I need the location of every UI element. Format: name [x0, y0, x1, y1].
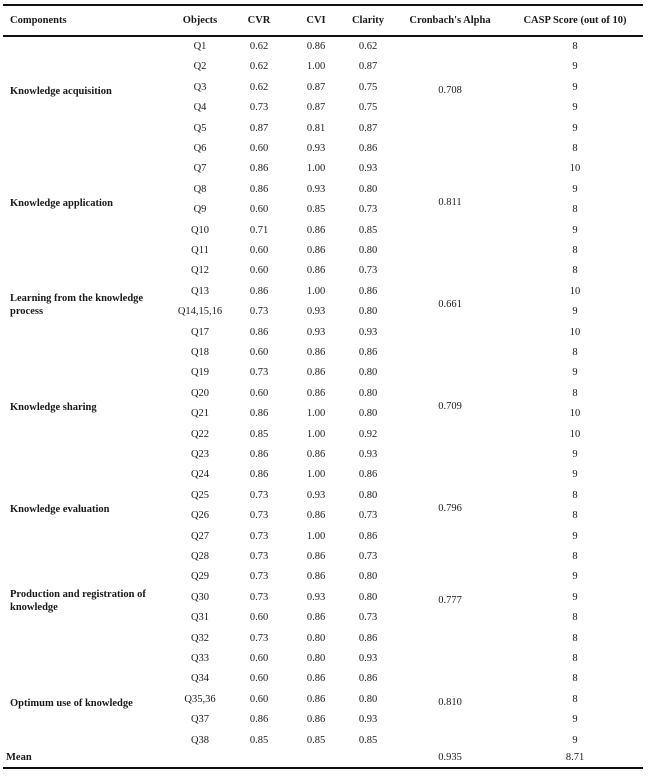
- casp-score-cell: 8: [572, 245, 578, 256]
- cvr-cell: 0.73: [249, 510, 269, 522]
- cvi-cell: 0.93: [306, 183, 326, 195]
- object-cell: Q28: [190, 551, 210, 562]
- object-cell: Q31: [190, 612, 210, 624]
- object-cell: Q5: [193, 122, 207, 134]
- casp-score-cell: 10: [569, 163, 581, 175]
- cvr-cell: 0.60: [249, 612, 269, 624]
- casp-score-cell: 8: [572, 510, 578, 522]
- component-label: Optimum use of knowledge: [10, 697, 133, 709]
- clarity-cell: 0.86: [358, 469, 378, 481]
- object-cell: Q3: [193, 81, 207, 93]
- cvr-cell: 0.85: [249, 428, 269, 440]
- cvi-cell: 0.87: [306, 102, 326, 114]
- cvr-cell: 0.73: [249, 530, 269, 542]
- cvi-cell: 1.00: [306, 285, 326, 297]
- object-cell: Q18: [190, 347, 210, 358]
- clarity-cell: 0.86: [358, 632, 378, 644]
- cvi-cell: 0.86: [306, 224, 326, 236]
- cvr-cell: 0.73: [249, 571, 269, 583]
- casp-score-cell: 9: [572, 734, 578, 746]
- object-cell: Q19: [190, 367, 210, 379]
- casp-score-cell: 10: [569, 285, 581, 297]
- cvr-cell: 0.60: [249, 673, 269, 685]
- cvr-cell: 0.73: [249, 102, 269, 114]
- cronbachs-alpha-cell: 0.708: [438, 85, 462, 96]
- casp-score-cell: 8: [572, 204, 578, 216]
- clarity-cell: 0.75: [358, 81, 378, 93]
- object-cell: Q25: [190, 489, 210, 501]
- clarity-cell: 0.86: [358, 673, 378, 685]
- cvr-cell: 0.73: [249, 551, 269, 562]
- cvr-cell: 0.60: [249, 204, 269, 216]
- cvr-cell: 0.86: [249, 714, 269, 726]
- clarity-cell: 0.86: [358, 143, 378, 154]
- cvi-cell: 1.00: [306, 61, 326, 73]
- object-cell: Q30: [190, 591, 210, 603]
- cvi-cell: 0.81: [306, 122, 326, 134]
- casp-score-cell: 9: [572, 367, 578, 379]
- casp-score-cell: 8: [572, 693, 578, 705]
- cvi-cell: 0.85: [306, 204, 326, 216]
- object-cell: Q38: [190, 734, 210, 746]
- cvr-cell: 0.86: [249, 326, 269, 338]
- object-cell: Q7: [193, 163, 207, 175]
- object-cell: Q26: [190, 510, 210, 522]
- casp-score-cell: 8: [572, 41, 578, 52]
- cvr-cell: 0.87: [249, 122, 269, 134]
- cvr-cell: 0.73: [249, 367, 269, 379]
- object-cell: Q24: [190, 469, 210, 481]
- clarity-cell: 0.85: [358, 224, 378, 236]
- casp-score-cell: 9: [572, 61, 578, 73]
- casp-score-cell: 9: [572, 224, 578, 236]
- cvi-cell: 0.86: [306, 693, 326, 705]
- component-label: Knowledge acquisition: [10, 85, 112, 97]
- component-label: Knowledge application: [10, 197, 113, 209]
- cvi-cell: 0.86: [306, 265, 326, 277]
- object-cell: Q29: [190, 571, 210, 583]
- table-bottom-rule: [3, 767, 643, 769]
- clarity-cell: 0.93: [358, 326, 378, 338]
- object-cell: Q9: [193, 204, 207, 216]
- clarity-cell: 0.93: [358, 163, 378, 175]
- cvr-cell: 0.73: [249, 632, 269, 644]
- casp-score-cell: 8: [572, 347, 578, 358]
- cvi-cell: 0.86: [306, 551, 326, 562]
- clarity-cell: 0.80: [358, 693, 378, 705]
- cvi-cell: 0.86: [306, 673, 326, 685]
- cronbachs-alpha-cell: 0.810: [438, 697, 462, 708]
- component-label: Knowledge sharing: [10, 401, 97, 413]
- clarity-cell: 0.93: [358, 714, 378, 726]
- casp-score-cell: 9: [572, 530, 578, 542]
- cvi-cell: 0.86: [306, 510, 326, 522]
- clarity-cell: 0.86: [358, 285, 378, 297]
- object-cell: Q34: [190, 673, 210, 685]
- cvr-cell: 0.60: [249, 693, 269, 705]
- cvi-cell: 1.00: [306, 428, 326, 440]
- cvr-cell: 0.73: [249, 591, 269, 603]
- casp-score-cell: 9: [572, 714, 578, 726]
- cvr-cell: 0.86: [249, 469, 269, 481]
- cvi-cell: 0.86: [306, 714, 326, 726]
- clarity-cell: 0.93: [358, 653, 378, 664]
- cvr-cell: 0.86: [249, 163, 269, 175]
- object-cell: Q12: [190, 265, 210, 277]
- clarity-cell: 0.80: [358, 245, 378, 256]
- cvi-cell: 0.93: [306, 306, 326, 318]
- header-casp-score: CASP Score (out of 10): [523, 15, 627, 26]
- header-components: Components: [10, 15, 67, 26]
- clarity-cell: 0.80: [358, 367, 378, 379]
- cvr-cell: 0.60: [249, 143, 269, 154]
- casp-score-cell: 8: [572, 387, 578, 399]
- clarity-cell: 0.87: [358, 61, 378, 73]
- casp-score-cell: 10: [569, 408, 581, 420]
- cvi-cell: 0.86: [306, 245, 326, 256]
- clarity-cell: 0.93: [358, 449, 378, 460]
- object-cell: Q1: [193, 41, 207, 52]
- object-cell: Q8: [193, 183, 207, 195]
- header-cvi: CVI: [306, 15, 326, 26]
- clarity-cell: 0.73: [358, 612, 378, 624]
- casp-score-cell: 8: [572, 265, 578, 277]
- cvr-cell: 0.62: [249, 81, 269, 93]
- clarity-cell: 0.80: [358, 387, 378, 399]
- object-cell: Q10: [190, 224, 210, 236]
- cronbachs-alpha-cell: 0.661: [438, 299, 462, 311]
- casp-score-cell: 8: [572, 632, 578, 644]
- cvi-cell: 0.93: [306, 591, 326, 603]
- cvr-cell: 0.62: [249, 41, 269, 52]
- cvi-cell: 0.86: [306, 387, 326, 399]
- casp-score-cell: 10: [569, 326, 581, 338]
- casp-score-cell: 8: [572, 143, 578, 154]
- object-cell: Q20: [190, 387, 210, 399]
- cvi-cell: 0.86: [306, 449, 326, 460]
- cvi-cell: 1.00: [306, 163, 326, 175]
- component-label: Learning from the knowledge process: [10, 293, 144, 318]
- cvi-cell: 0.93: [306, 143, 326, 154]
- clarity-cell: 0.86: [358, 530, 378, 542]
- object-cell: Q32: [190, 632, 210, 644]
- component-label: Knowledge evaluation: [10, 503, 110, 515]
- clarity-cell: 0.80: [358, 408, 378, 420]
- object-cell: Q4: [193, 102, 207, 114]
- object-cell: Q23: [190, 449, 210, 460]
- clarity-cell: 0.73: [358, 551, 378, 562]
- casp-score-cell: 9: [572, 571, 578, 583]
- object-cell: Q11: [191, 245, 209, 256]
- cvr-cell: 0.62: [249, 61, 269, 73]
- cvi-cell: 0.80: [306, 653, 326, 664]
- casp-score-cell: 9: [572, 306, 578, 318]
- cvi-cell: 0.93: [306, 489, 326, 501]
- cvi-cell: 0.86: [306, 347, 326, 358]
- clarity-cell: 0.75: [358, 102, 378, 114]
- object-cell: Q14,15,16: [177, 306, 223, 318]
- object-cell: Q6: [193, 143, 207, 154]
- object-cell: Q37: [190, 714, 210, 726]
- object-cell: Q21: [190, 408, 210, 420]
- cvr-cell: 0.71: [249, 224, 269, 236]
- casp-score-cell: 9: [572, 81, 578, 93]
- object-cell: Q33: [190, 653, 210, 664]
- cvr-cell: 0.86: [249, 285, 269, 297]
- object-cell: Q17: [190, 326, 210, 338]
- casp-score-cell: 9: [572, 469, 578, 481]
- header-clarity: Clarity: [351, 15, 385, 26]
- cvr-cell: 0.86: [249, 408, 269, 420]
- cronbachs-alpha-cell: 0.811: [438, 197, 462, 209]
- cvr-cell: 0.60: [249, 387, 269, 399]
- cvi-cell: 0.86: [306, 41, 326, 52]
- clarity-cell: 0.73: [358, 510, 378, 522]
- cvr-cell: 0.73: [249, 489, 269, 501]
- header-objects: Objects: [182, 15, 218, 26]
- casp-score-cell: 8: [572, 551, 578, 562]
- casp-score-cell: 8: [572, 653, 578, 664]
- clarity-cell: 0.85: [358, 734, 378, 746]
- mean-cronbachs-alpha: 0.935: [438, 752, 462, 763]
- cvr-cell: 0.86: [249, 183, 269, 195]
- cvi-cell: 1.00: [306, 469, 326, 481]
- cronbachs-alpha-cell: 0.709: [438, 401, 462, 413]
- cronbachs-alpha-cell: 0.777: [438, 595, 462, 606]
- mean-label: Mean: [6, 752, 32, 763]
- clarity-cell: 0.92: [358, 428, 378, 440]
- object-cell: Q35,36: [184, 693, 216, 705]
- casp-score-cell: 9: [572, 591, 578, 603]
- cvi-cell: 1.00: [306, 530, 326, 542]
- clarity-cell: 0.80: [358, 489, 378, 501]
- object-cell: Q13: [190, 285, 210, 297]
- cvi-cell: 0.87: [306, 81, 326, 93]
- cvr-cell: 0.85: [249, 734, 269, 746]
- casp-score-cell: 10: [569, 428, 581, 440]
- mean-casp-score: 8.71: [565, 752, 585, 763]
- clarity-cell: 0.73: [358, 204, 378, 216]
- cvi-cell: 0.86: [306, 367, 326, 379]
- header-bottom-rule: [3, 35, 643, 37]
- clarity-cell: 0.87: [358, 122, 378, 134]
- object-cell: Q2: [193, 61, 207, 73]
- header-cvr: CVR: [247, 15, 271, 26]
- object-cell: Q22: [190, 428, 210, 440]
- clarity-cell: 0.80: [358, 591, 378, 603]
- clarity-cell: 0.62: [358, 41, 378, 52]
- casp-score-cell: 9: [572, 122, 578, 134]
- casp-score-cell: 9: [572, 449, 578, 460]
- clarity-cell: 0.80: [358, 183, 378, 195]
- cvr-cell: 0.60: [249, 347, 269, 358]
- cvr-cell: 0.60: [249, 653, 269, 664]
- casp-score-cell: 9: [572, 102, 578, 114]
- cvr-cell: 0.86: [249, 449, 269, 460]
- cvi-cell: 0.85: [306, 734, 326, 746]
- clarity-cell: 0.80: [358, 571, 378, 583]
- cvr-cell: 0.60: [249, 265, 269, 277]
- cvi-cell: 0.86: [306, 571, 326, 583]
- casp-score-cell: 8: [572, 612, 578, 624]
- clarity-cell: 0.86: [358, 347, 378, 358]
- object-cell: Q27: [190, 530, 210, 542]
- cvi-cell: 0.80: [306, 632, 326, 644]
- casp-score-cell: 8: [572, 489, 578, 501]
- clarity-cell: 0.80: [358, 306, 378, 318]
- casp-score-cell: 9: [572, 183, 578, 195]
- clarity-cell: 0.73: [358, 265, 378, 277]
- header-cronbachs-alpha: Cronbach's Alpha: [409, 15, 491, 26]
- cvr-cell: 0.60: [249, 245, 269, 256]
- cvr-cell: 0.73: [249, 306, 269, 318]
- cvi-cell: 1.00: [306, 408, 326, 420]
- cronbachs-alpha-cell: 0.796: [438, 503, 462, 515]
- casp-score-cell: 8: [572, 673, 578, 685]
- table-top-rule: [3, 4, 643, 6]
- component-label: Production and registration of knowledge: [10, 589, 146, 613]
- cvi-cell: 0.93: [306, 326, 326, 338]
- cvi-cell: 0.86: [306, 612, 326, 624]
